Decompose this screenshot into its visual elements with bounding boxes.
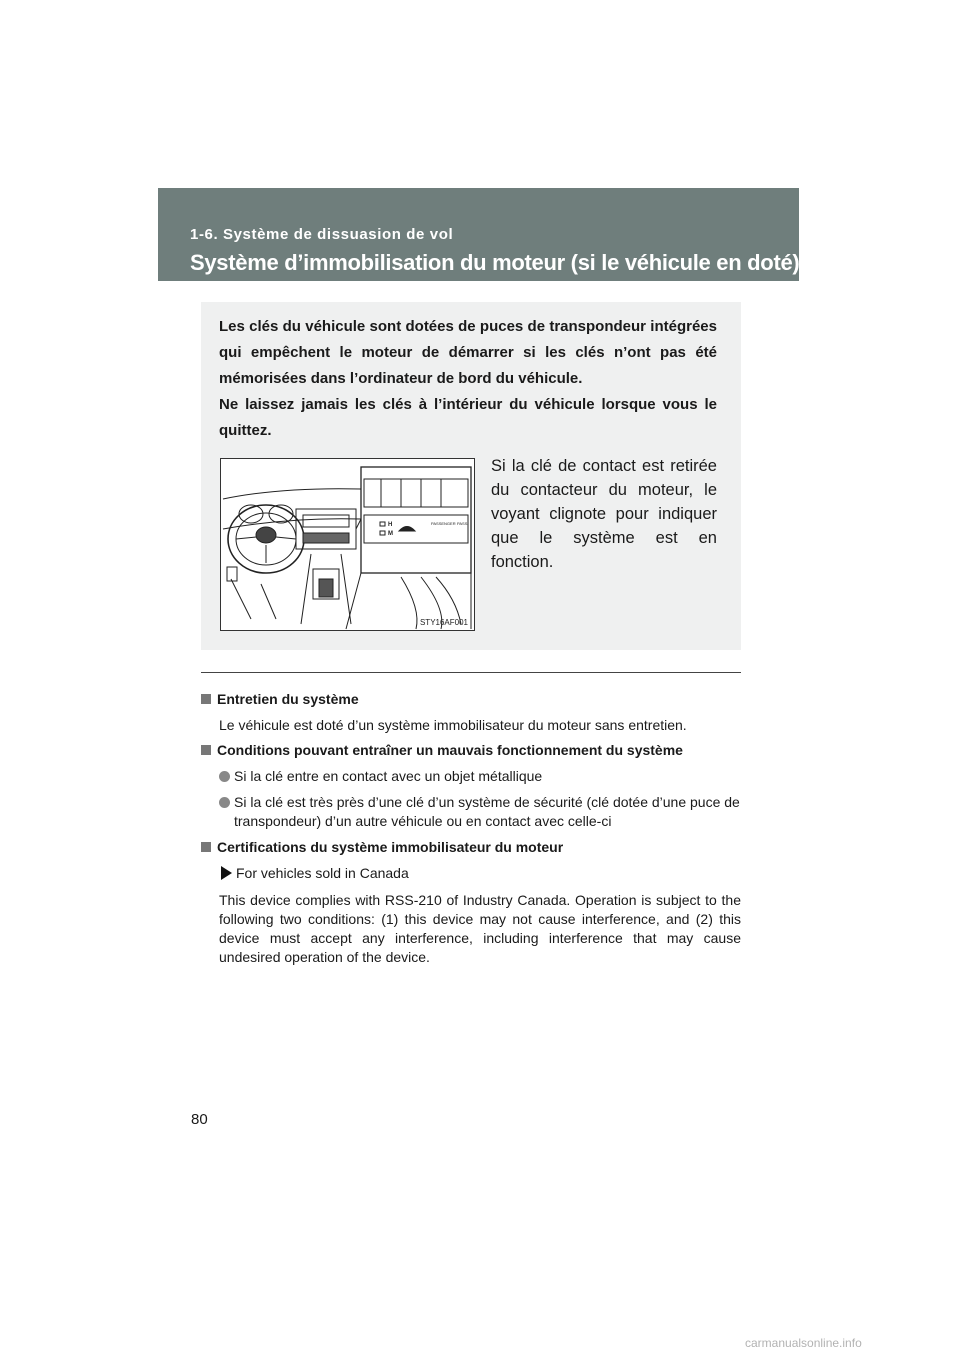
arrow-right-icon: [221, 866, 232, 880]
list-item-text: Si la clé est très près d’une clé d’un système de sécurité (clé dotée d’une puce de transpondeur) d’un autre véhicule ou en contact avec celle-ci: [234, 794, 740, 829]
figure-code: STY16AF001: [419, 618, 468, 627]
square-bullet-icon: [201, 842, 211, 852]
divider: [201, 672, 741, 673]
section-heading-certifications: [201, 839, 563, 855]
chapter-header: [158, 188, 799, 281]
indicator-description: Si la clé de contact est retirée du contacteur du moteur, le voyant clignote pour indiquer que le système est en fonction.: [491, 457, 717, 571]
h-label: H: [388, 522, 393, 528]
square-bullet-icon: [201, 694, 211, 704]
intro-paragraph: Les clés du véhicule sont dotées de puces de transpondeur intégrées qui empêchent le moteur de démarrer si les clés n’ont pas été mémorisées dans l’ordinateur de bord du véhicule.: [219, 318, 717, 387]
section-label: 1-6. Système de dissuasion de vol: [190, 226, 454, 243]
region-note-text: For vehicles sold in Canada: [236, 865, 409, 881]
heading-text: Conditions pouvant entraîner un mauvais fonctionnement du système: [217, 742, 683, 758]
dashboard-illustration: [220, 458, 475, 631]
heading-text: Entretien du système: [217, 691, 359, 707]
m-label: M: [388, 531, 393, 537]
warning-paragraph: Ne laissez jamais les clés à l’intérieur du véhicule lorsque vous le quittez.: [219, 396, 717, 439]
section-heading-maintenance: [201, 691, 359, 707]
watermark: carmanualsonline.info: [745, 1336, 862, 1350]
certification-text: This device complies with RSS-210 of Industry Canada. Operation is subject to the following two conditions: (1) this device may not cause interference, and (2) this device must accept any interference, including interference that may cause undesired operation of the device.: [219, 892, 741, 965]
list-item: [219, 793, 741, 831]
list-item-text: Si la clé entre en contact avec un objet métallique: [234, 768, 543, 784]
passenger-label: PASSENGER: [431, 521, 456, 526]
intro-box: [201, 302, 741, 650]
circle-bullet-icon: [219, 771, 230, 782]
page-title: Système d’immobilisation du moteur (si le véhicule en doté): [190, 250, 800, 275]
maintenance-text: Le véhicule est doté d’un système immobilisateur du moteur sans entretien.: [219, 717, 687, 733]
list-item: [219, 767, 741, 786]
region-note: [221, 865, 409, 881]
heading-text: Certifications du système immobilisateur du moteur: [217, 839, 564, 855]
dashboard-drawing: [221, 459, 474, 630]
square-bullet-icon: [201, 745, 211, 755]
pass-label: PASS: [457, 521, 468, 526]
circle-bullet-icon: [219, 797, 230, 808]
section-heading-malfunction: [201, 742, 683, 758]
page-number: 80: [191, 1111, 208, 1128]
